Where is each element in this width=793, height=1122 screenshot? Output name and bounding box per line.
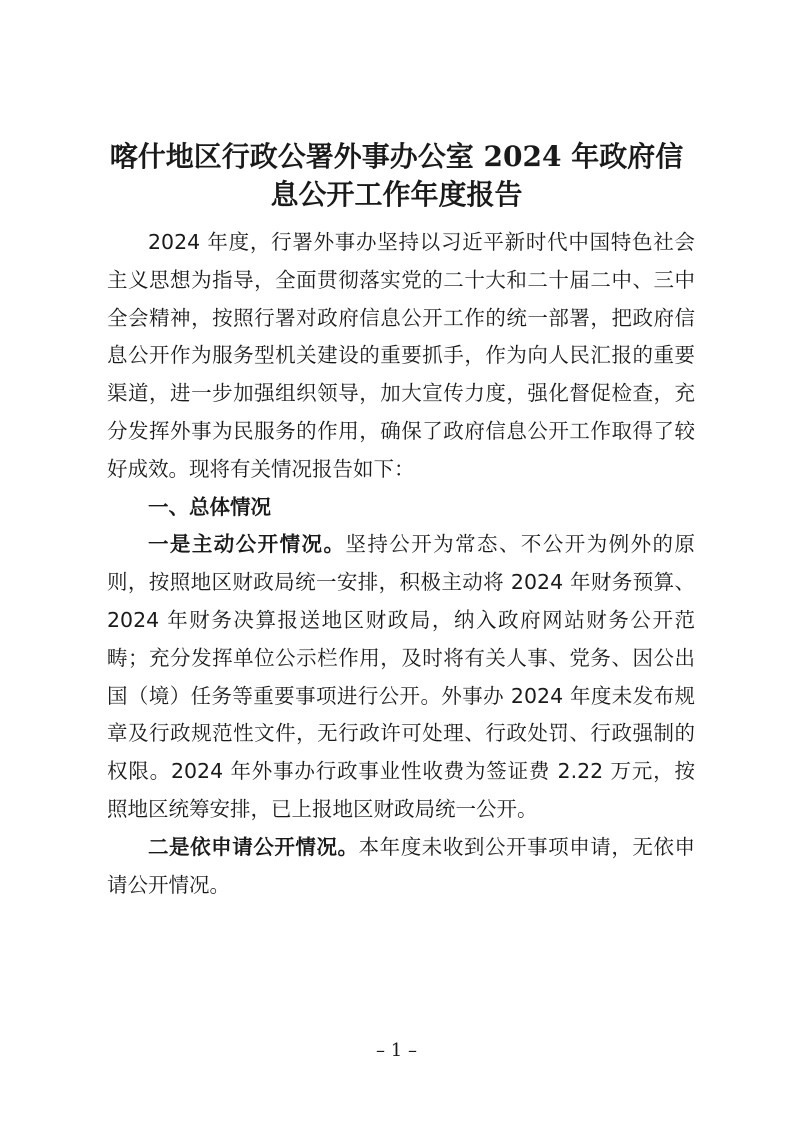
title-line-1: 喀什地区行政公署外事办公室 2024 年政府信 [109, 140, 684, 173]
section-heading-overview: 一、总体情况 [148, 494, 271, 519]
paragraph-text: 本年度未收到公开事项申请，无依申请公开情况。 [107, 834, 696, 897]
paragraph-lead: 一是主动公开情况。 [148, 532, 346, 557]
document-body [107, 224, 695, 904]
document-title [100, 138, 693, 214]
paragraph-lead: 二是依申请公开情况。 [148, 834, 359, 859]
intro-paragraph: 2024 年度，行署外事办坚持以习近平新时代中国特色社会主义思想为指导，全面贯彻落实党的二十大和二十届二中、三中全会精神，按照行署对政府信息公开工作的统一部署，把政府信息公开作为服务型机关建设的重要抓手，作为向人民汇报的重要渠道，进一步加强组织领导，加大宣传力度，强化督促检查，充分发挥外事为民服务的作用，确保了政府信息公开工作取得了较好成效。现将有关情况报告如下： [107, 230, 695, 481]
paragraph-proactive-disclosure [107, 526, 695, 828]
page-number: – 1 – [376, 1040, 417, 1061]
paragraph-text: 坚持公开为常态、不公开为例外的原则，按照地区财政局统一安排，积极主动将 2024 年财务预算、2024 年财务决算报送地区财政局，纳入政府网站财务公开范畴；充分发挥单位公示栏作用，及时将有关人事、党务、因公出国（境）任务等重要事项进行公开。外事办 2024 年度未发布规章及行政规范性文件，无行政许可处理、行政处罚、行政强制的权限。2024 年外事办行政事业性收费为签证费 2.22 万元，按照地区统筹安排，已上报地区财政局统一公开。 [107, 532, 695, 821]
title-line-2: 息公开工作年度报告 [270, 178, 523, 211]
paragraph-request-disclosure [107, 829, 695, 905]
